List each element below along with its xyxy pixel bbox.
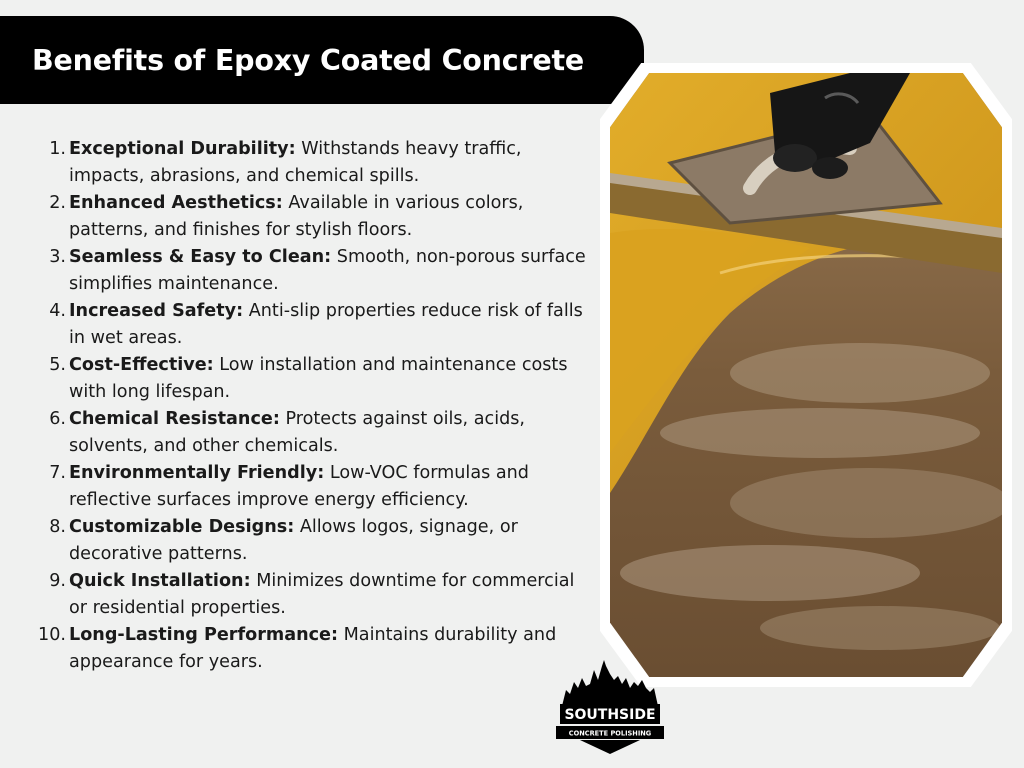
list-item xyxy=(36,514,596,568)
item-term: Enhanced Aesthetics: xyxy=(69,193,283,213)
item-description: Smooth, non-porous surface simplifies maintenance. xyxy=(69,247,586,294)
page-title: Benefits of Epoxy Coated Concrete xyxy=(32,43,585,77)
item-term: Increased Safety: xyxy=(69,301,244,321)
item-term: Exceptional Durability: xyxy=(69,139,296,159)
list-item xyxy=(36,244,596,298)
item-number: 2. xyxy=(49,193,66,213)
item-description: Protects against oils, acids, solvents, and other chemicals. xyxy=(69,409,526,456)
title-banner xyxy=(0,16,644,104)
item-number: 6. xyxy=(49,409,66,429)
item-number: 5. xyxy=(49,355,66,375)
logo-tagline: CONCRETE POLISHING xyxy=(568,729,652,738)
item-description: Withstands heavy traffic, impacts, abrasions, and chemical spills. xyxy=(69,139,522,186)
item-term: Cost-Effective: xyxy=(69,355,214,375)
item-term: Environmentally Friendly: xyxy=(69,463,325,483)
item-description: Maintains durability and appearance for years. xyxy=(69,625,557,672)
list-item xyxy=(36,190,596,244)
logo-name: SOUTHSIDE xyxy=(564,707,656,723)
item-description: Low installation and maintenance costs with long lifespan. xyxy=(69,355,568,402)
item-number: 4. xyxy=(49,301,66,321)
item-description: Minimizes downtime for commercial or residential properties. xyxy=(69,571,575,618)
list-item xyxy=(36,298,596,352)
item-description: Allows logos, signage, or decorative patterns. xyxy=(69,517,518,564)
item-term: Long-Lasting Performance: xyxy=(69,625,339,645)
item-number: 3. xyxy=(49,247,66,267)
item-term: Customizable Designs: xyxy=(69,517,295,537)
item-term: Quick Installation: xyxy=(69,571,251,591)
item-term: Chemical Resistance: xyxy=(69,409,280,429)
list-item xyxy=(36,136,596,190)
list-item xyxy=(36,406,596,460)
item-term: Seamless & Easy to Clean: xyxy=(69,247,332,267)
epoxy-application-photo xyxy=(610,73,1002,677)
southside-logo xyxy=(556,658,664,758)
list-item xyxy=(36,568,596,622)
item-description: Low-VOC formulas and reflective surfaces improve energy efficiency. xyxy=(69,463,529,510)
item-number: 8. xyxy=(49,517,66,537)
list-item xyxy=(36,352,596,406)
list-item xyxy=(36,622,596,676)
item-number: 1. xyxy=(49,139,66,159)
photo-frame xyxy=(600,63,1012,687)
benefits-list xyxy=(36,136,596,676)
item-number: 9. xyxy=(49,571,66,591)
item-number: 7. xyxy=(49,463,66,483)
item-number: 10. xyxy=(38,625,66,645)
logo-emblem xyxy=(556,658,664,758)
item-description: Available in various colors, patterns, and finishes for stylish floors. xyxy=(69,193,524,240)
epoxy-trowel-illustration xyxy=(610,73,1002,677)
list-item xyxy=(36,460,596,514)
item-description: Anti-slip properties reduce risk of falls in wet areas. xyxy=(69,301,583,348)
